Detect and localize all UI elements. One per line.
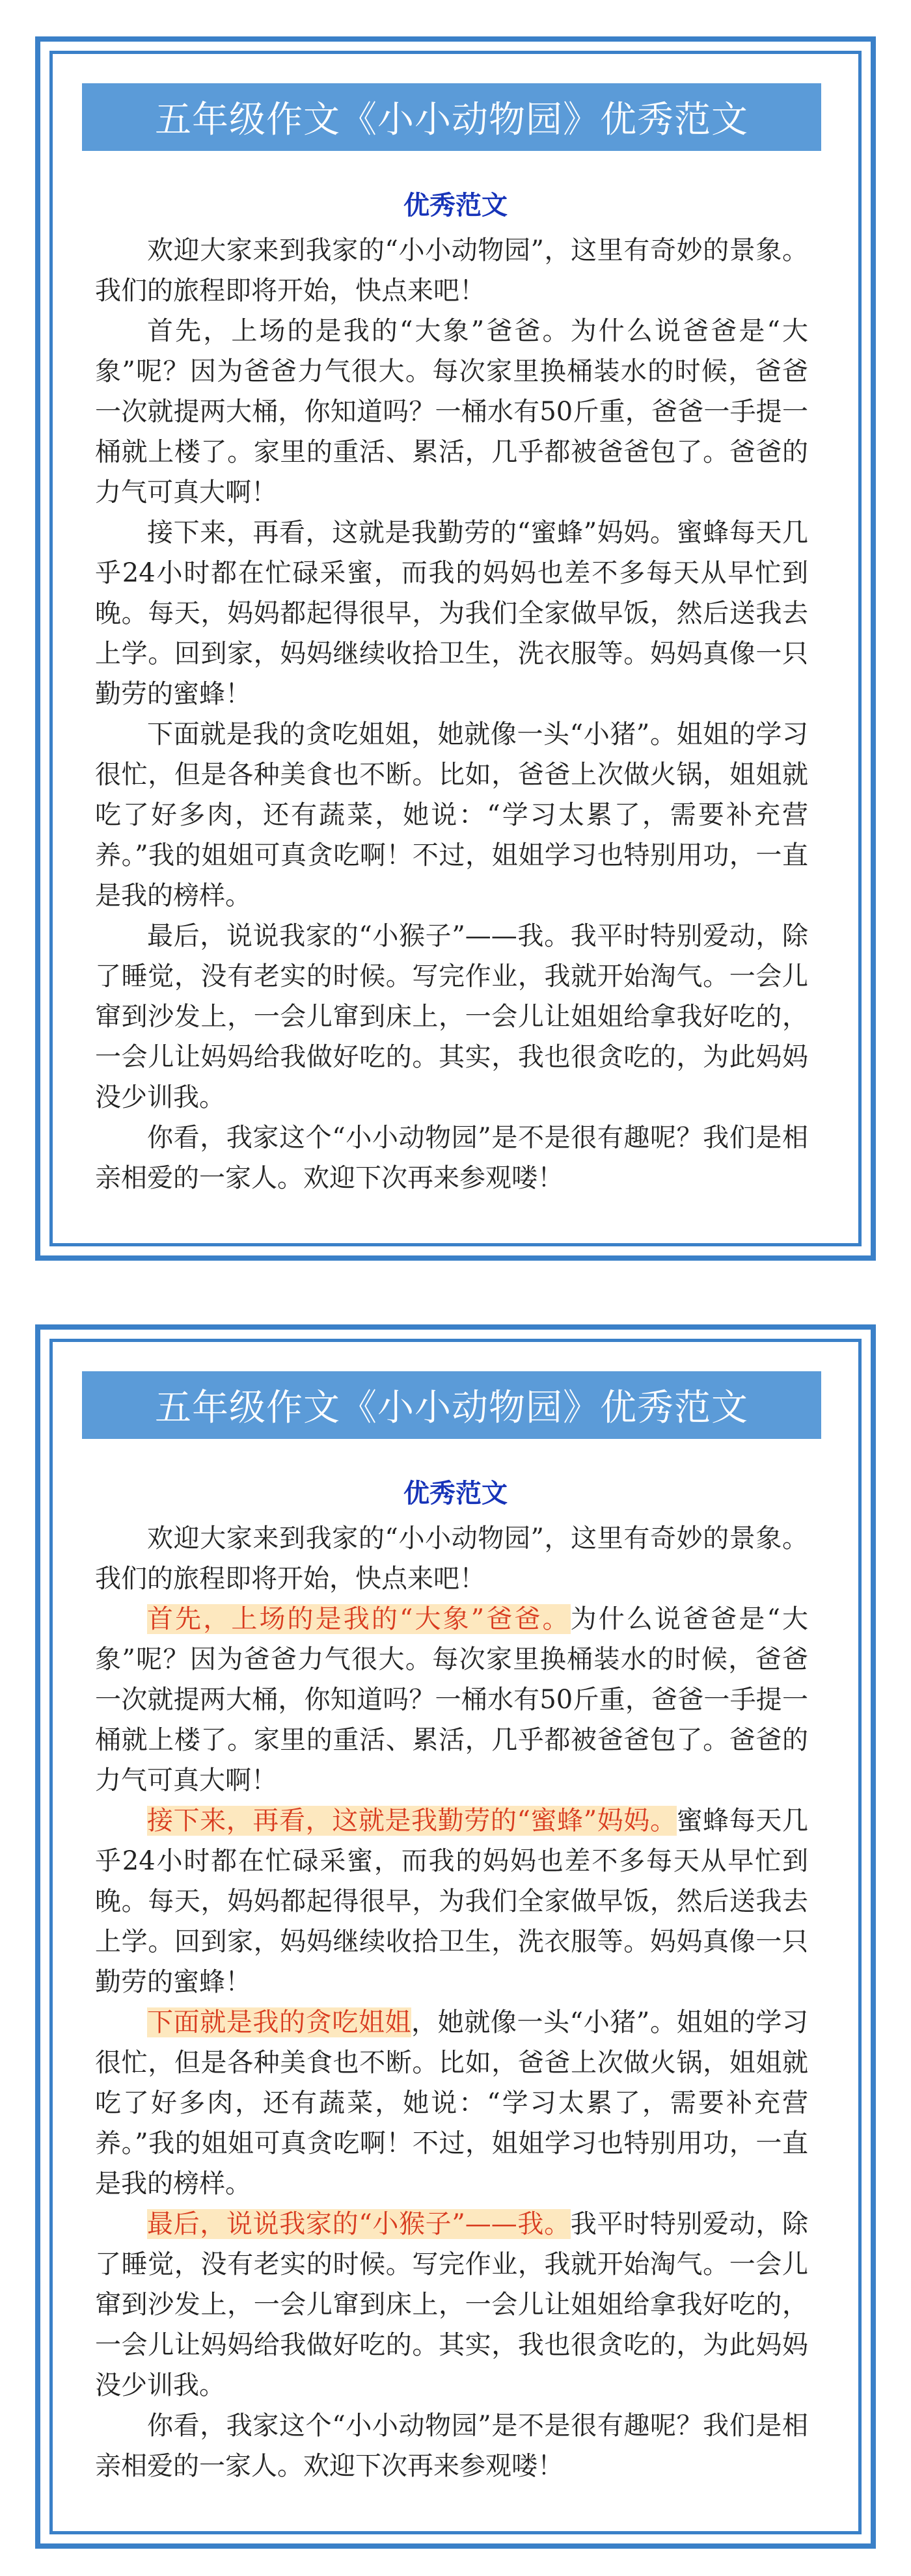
paragraph bbox=[95, 2204, 808, 2406]
paragraph bbox=[95, 714, 808, 916]
paragraph bbox=[95, 311, 808, 513]
paragraph-text: 最后，说说我家的“小猴子”——我。我平时特别爱动，除了睡觉，没有老实的时候。写完作业，我就开始淘气。一会儿窜到沙发上，一会儿窜到床上，一会儿让姐姐给拿我好吃的，一会儿让妈妈给我做好吃的。其实，我也很贪吃的，为此妈妈没少训我。 bbox=[95, 921, 808, 1112]
paragraph-text: 你看，我家这个“小小动物园”是不是很有趣呢？我们是相亲相爱的一家人。欢迎下次再来参观喽！ bbox=[95, 2411, 808, 2481]
paragraph-text: 为什么说爸爸是“大象”呢？因为爸爸力气很大。每次家里换桶装水的时候，爸爸一次就提两大桶，你知道吗？一桶水有50斤重，爸爸一手提一桶就上楼了。家里的重活、累活，几乎都被爸爸包了。爸爸的力气可真大啊！ bbox=[95, 1604, 809, 1795]
highlighted-sentence: 下面就是我的贪吃姐姐 bbox=[147, 2007, 412, 2037]
essay-title: 五年级作文《小小动物园》优秀范文 bbox=[82, 1371, 821, 1439]
paragraph bbox=[95, 1599, 808, 1801]
paragraph-text: 下面就是我的贪吃姐姐，她就像一头“小猪”。姐姐的学习很忙，但是各种美食也不断。比如，爸爸上次做火锅，姐姐就吃了好多肉，还有蔬菜，她说：“学习太累了，需要补充营养。”我的姐姐可真贪吃啊！不过，姐姐学习也特别用功，一直是我的榜样。 bbox=[95, 719, 808, 911]
essay-body bbox=[95, 1518, 808, 2486]
paragraph bbox=[95, 1518, 808, 1599]
highlighted-sentence: 最后，说说我家的“小猴子”——我。 bbox=[147, 2209, 571, 2239]
paragraph bbox=[95, 2406, 808, 2486]
paragraph bbox=[95, 1118, 808, 1198]
paragraph bbox=[95, 1801, 808, 2002]
essay-card-1 bbox=[35, 36, 876, 1261]
paragraph-text: 接下来，再看，这就是我勤劳的“蜜蜂”妈妈。蜜蜂每天几乎24小时都在忙碌采蜜，而我的妈妈也差不多每天从早忙到晚。每天，妈妈都起得很早，为我们全家做早饭，然后送我去上学。回到家，妈妈继续收拾卫生，洗衣服等。妈妈真像一只勤劳的蜜蜂！ bbox=[95, 518, 808, 709]
paragraph bbox=[95, 513, 808, 714]
paragraph bbox=[95, 2002, 808, 2204]
paragraph-text: 我平时特别爱动，除了睡觉，没有老实的时候。写完作业，我就开始淘气。一会儿窜到沙发上，一会儿窜到床上，一会儿让姐姐给拿我好吃的，一会儿让妈妈给我做好吃的。其实，我也很贪吃的，为此妈妈没少训我。 bbox=[95, 2209, 808, 2400]
paragraph-text: 蜜蜂每天几乎24小时都在忙碌采蜜，而我的妈妈也差不多每天从早忙到晚。每天，妈妈都起得很早，为我们全家做早饭，然后送我去上学。回到家，妈妈继续收拾卫生，洗衣服等。妈妈真像一只勤劳的蜜蜂！ bbox=[95, 1806, 808, 1997]
paragraph-text: 你看，我家这个“小小动物园”是不是很有趣呢？我们是相亲相爱的一家人。欢迎下次再来参观喽！ bbox=[95, 1123, 808, 1193]
essay-subtitle: 优秀范文 bbox=[403, 1479, 508, 1509]
paragraph bbox=[95, 916, 808, 1118]
essay-body bbox=[95, 230, 808, 1198]
essay-card-2 bbox=[35, 1324, 876, 2549]
paragraph-text: 欢迎大家来到我家的“小小动物园”，这里有奇妙的景象。我们的旅程即将开始，快点来吧！ bbox=[95, 235, 808, 306]
highlighted-sentence: 首先，上场的是我的“大象”爸爸。 bbox=[147, 1604, 571, 1634]
paragraph-text: 首先，上场的是我的“大象”爸爸。为什么说爸爸是“大象”呢？因为爸爸力气很大。每次家里换桶装水的时候，爸爸一次就提两大桶，你知道吗？一桶水有50斤重，爸爸一手提一桶就上楼了。家里的重活、累活，几乎都被爸爸包了。爸爸的力气可真大啊！ bbox=[95, 316, 808, 507]
paragraph-text: 欢迎大家来到我家的“小小动物园”，这里有奇妙的景象。我们的旅程即将开始，快点来吧！ bbox=[95, 1523, 808, 1594]
highlighted-sentence: 接下来，再看，这就是我勤劳的“蜜蜂”妈妈。 bbox=[147, 1806, 677, 1836]
essay-subtitle: 优秀范文 bbox=[403, 191, 508, 221]
paragraph-text: ，她就像一头“小猪”。姐姐的学习很忙，但是各种美食也不断。比如，爸爸上次做火锅，姐姐就吃了好多肉，还有蔬菜，她说：“学习太累了，需要补充营养。”我的姐姐可真贪吃啊！不过，姐姐学习也特别用功，一直是我的榜样。 bbox=[95, 2007, 809, 2199]
essay-title: 五年级作文《小小动物园》优秀范文 bbox=[82, 83, 821, 151]
paragraph bbox=[95, 230, 808, 311]
